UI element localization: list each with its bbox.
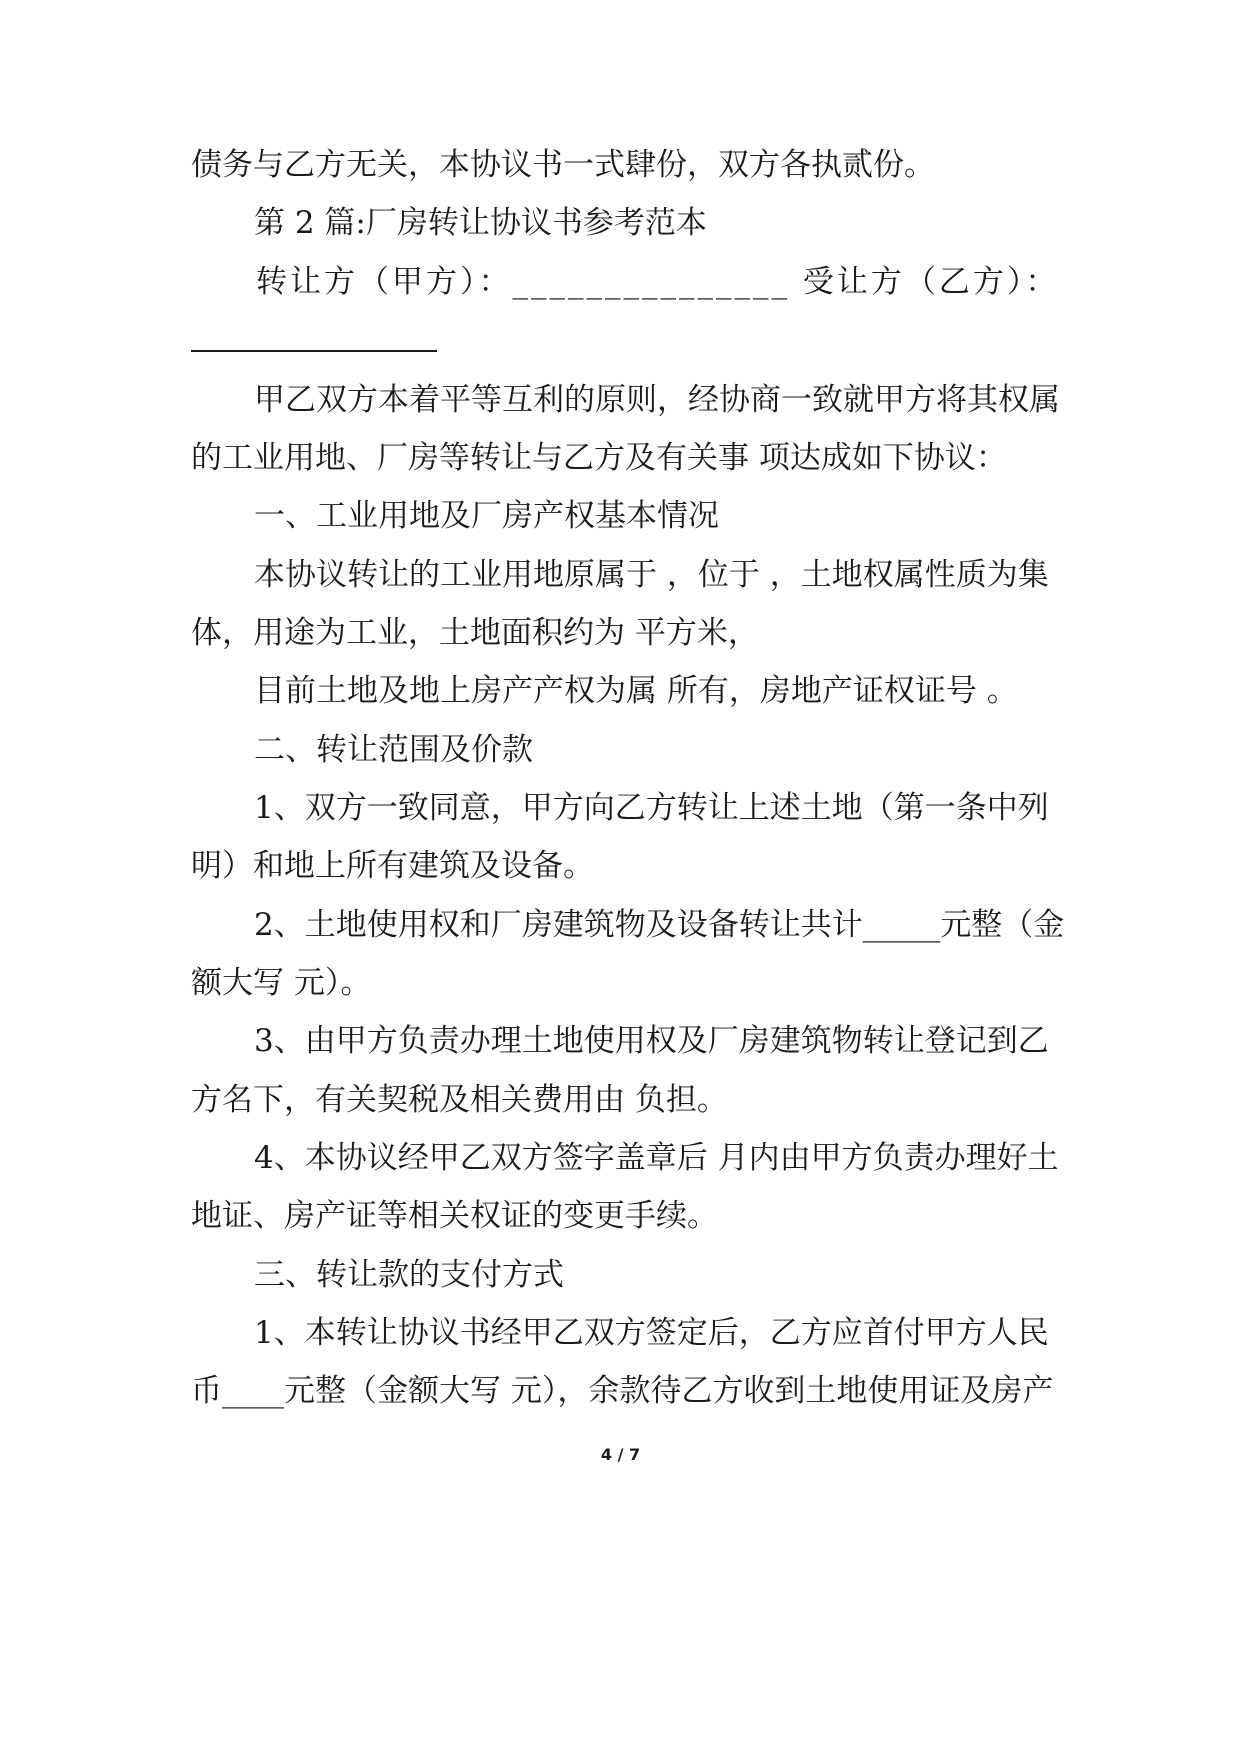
parties-line: 转让方（甲方）：_______________ 受让方（乙方）： <box>256 264 1060 300</box>
page-number: 4 / 7 <box>600 1445 641 1464</box>
paragraph-line: 2、土地使用权和厂房建筑物及设备转让共计_____元整（金 <box>254 907 1065 943</box>
paragraph-line: 目前土地及地上房产产权为属 所有，房地产证权证号 。 <box>254 673 1018 709</box>
paragraph-line: 1、双方一致同意，甲方向乙方转让上述土地（第一条中列 <box>254 790 1049 826</box>
paragraph-line: 3、由甲方负责办理土地使用权及厂房建筑物转让登记到乙 <box>254 1023 1049 1059</box>
paragraph-line: 币____元整（金额大写 元），余款待乙方收到土地使用证及房产 <box>191 1373 1054 1409</box>
clause-heading: 三、转让款的支付方式 <box>254 1257 564 1293</box>
paragraph-line: 的工业用地、厂房等转让与乙方及有关事 项达成如下协议： <box>191 440 1007 476</box>
paragraph-line: 方名下，有关契税及相关费用由 负担。 <box>191 1082 728 1118</box>
section-heading: 第 2 篇:厂房转让协议书参考范本 <box>254 205 707 241</box>
clause-heading: 一、工业用地及厂房产权基本情况 <box>254 498 719 534</box>
paragraph-line: 4、本协议经甲乙双方签字盖章后 月内由甲方负责办理好土 <box>254 1140 1059 1176</box>
paragraph-line: 1、本转让协议书经甲乙双方签定后，乙方应首付甲方人民 <box>254 1315 1049 1351</box>
paragraph-line: 甲乙双方本着平等互利的原则，经协商一致就甲方将其权属 <box>254 382 1060 418</box>
party-b-blank <box>191 350 437 352</box>
paragraph-line: 明）和地上所有建筑及设备。 <box>191 848 594 884</box>
paragraph-line: 本协议转让的工业用地原属于 ，位于 ，土地权属性质为集 <box>254 557 1049 593</box>
paragraph-line: 额大写 元）。 <box>191 965 372 1001</box>
paragraph-line: 债务与乙方无关，本协议书一式肆份，双方各执贰份。 <box>191 147 935 183</box>
paragraph-line: 地证、房产证等相关权证的变更手续。 <box>191 1198 718 1234</box>
paragraph-line: 体，用途为工业，土地面积约为 平方米， <box>191 615 759 651</box>
clause-heading: 二、转让范围及价款 <box>254 732 533 768</box>
